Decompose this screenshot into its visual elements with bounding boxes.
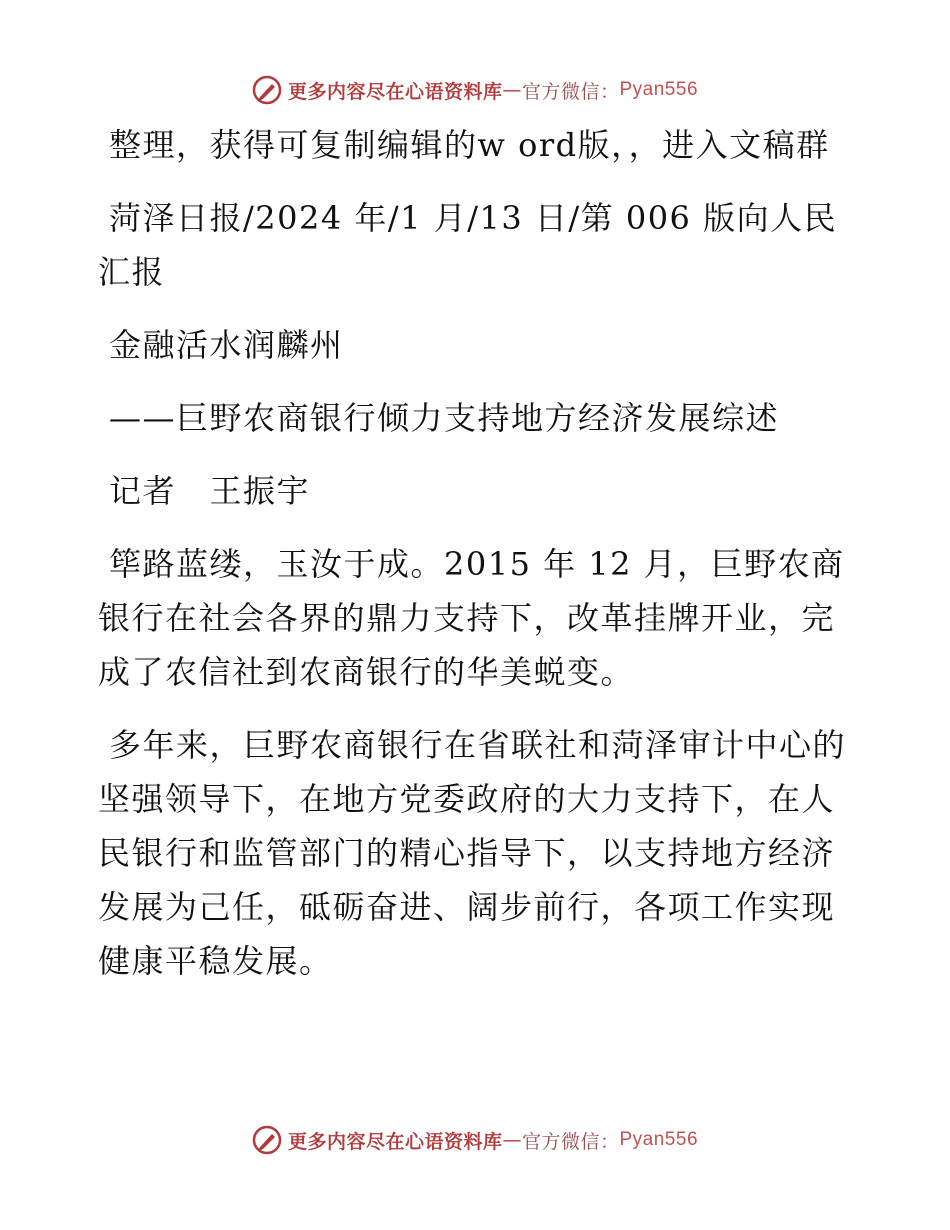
watermark-main-text: 更多内容尽在心语资料库 bbox=[287, 1130, 503, 1153]
watermark-separator: — bbox=[502, 79, 522, 101]
article-subtitle: ——巨野农商银行倾力支持地方经济发展综述 bbox=[109, 399, 780, 437]
watermark-separator: — bbox=[502, 1129, 522, 1151]
body-paragraph: 多年来，巨野农商银行在省联社和菏泽审计中心的坚强领导下，在地方党委政府的大力支持下，在人民银行和监管部门的精心指导下，以支持地方经济发展为己任，砥砺奋进、阔步前行，各项工作实现健康平稳发展。 bbox=[98, 726, 847, 980]
body-paragraph: 筚路蓝缕，玉汝于成。2015 年 12 月，巨野农商银行在社会各界的鼎力支持下，改革挂牌开业，完成了农信社到农商银行的华美蜕变。 bbox=[98, 545, 845, 691]
footer-watermark bbox=[0, 1120, 950, 1160]
watermark-main-text: 更多内容尽在心语资料库 bbox=[287, 80, 503, 103]
article-byline: 记者 王振宇 bbox=[109, 472, 311, 510]
pen-logo-icon bbox=[252, 75, 282, 105]
paragraph-intro: 整理，获得可复制编辑的w ord版，，进入文稿群 bbox=[109, 126, 830, 164]
header-watermark bbox=[0, 70, 950, 110]
watermark-wechat-id: Pyan556 bbox=[619, 1129, 699, 1150]
article-title: 金融活水润麟州 bbox=[109, 326, 344, 364]
watermark-wechat-id: Pyan556 bbox=[619, 79, 699, 100]
watermark-wechat-label: 官方微信： bbox=[521, 80, 620, 103]
paragraph-source: 菏泽日报/2024 年/1 月/13 日/第 006 版向人民汇报 bbox=[98, 199, 838, 291]
watermark-wechat-label: 官方微信： bbox=[521, 1130, 620, 1153]
document-body bbox=[98, 118, 850, 1007]
pen-logo-icon bbox=[252, 1125, 282, 1155]
